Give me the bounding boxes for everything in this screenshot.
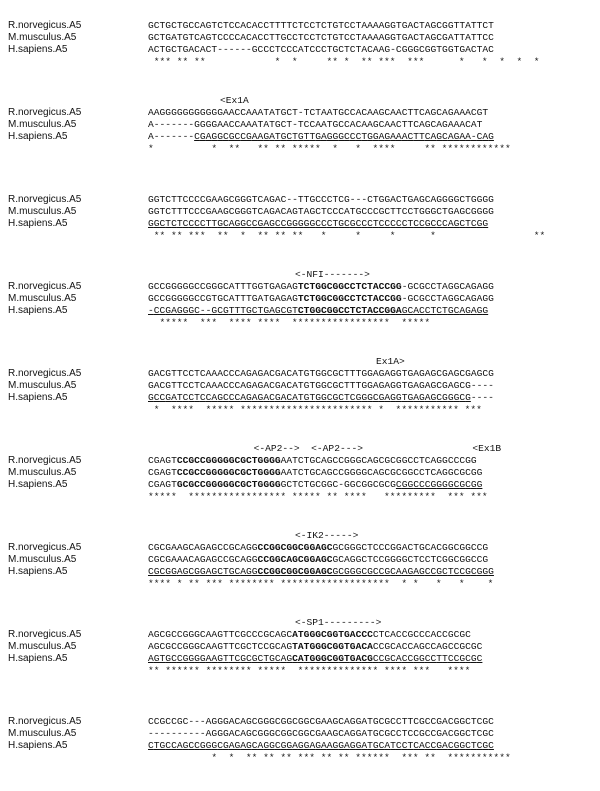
conservation-row: * **** ***** *********************** * *********** *** — [148, 404, 482, 415]
sequence-row — [8, 467, 545, 479]
feature-annotation: <-NFI-------> — [295, 269, 370, 280]
species-name: H.sapiens.A5 — [8, 566, 68, 577]
conservation-row: ***** *** **** **** ***************** ***** — [148, 317, 431, 328]
conservation-row: * * ** ** ** ***** * * **** ** ************ — [148, 143, 511, 154]
feature-annotation: <-SP1---------> — [295, 617, 382, 628]
sequence-row — [8, 380, 545, 392]
sequence-text: GCCGATCCTCCAGCCCAGAGACGACATGTGGCGCTCGGGCGAGGTGAGAGCGGGCG---- — [148, 392, 494, 403]
species-name: R.norvegicus.A5 — [8, 281, 82, 292]
sequence-text: GACGTTCCTCAAACCCAGAGACGACATGTGGCGCTTTGGAGAGGTGAGAGCGAGCG---- — [148, 380, 494, 391]
species-name: R.norvegicus.A5 — [8, 629, 82, 640]
species-name: H.sapiens.A5 — [8, 305, 68, 316]
sequence-text: A-------GGGGAACCAAATATGCT-TCCAATGCCACAAGCAACTTCAGCAGAAACAT — [148, 119, 483, 130]
sequence-row — [8, 653, 545, 665]
alignment-block — [8, 182, 545, 242]
sequence-text: A-------CGAGGCGCCGAAGATGCTGTTGAGGGCCCTGGAGAAACTTCAGCAGAA-CAG — [148, 131, 494, 142]
sequence-text: GGCTCTCCCCTTGCAGGCCGAGCCGGGGGCCCTGCGCCCTCCCCCTCCGCCCAGCTCGG — [148, 218, 489, 229]
alignment-block — [8, 443, 545, 503]
alignment-block — [8, 530, 545, 590]
sequence-text: GGTCTTTCCCGAAGCGGGTCAGACAGTAGCTCCCATGCCCGCTTCCTGGGCTGAGCGGGG — [148, 206, 494, 217]
species-name: M.musculus.A5 — [8, 119, 77, 130]
sequence-row — [8, 392, 545, 404]
sequence-row — [8, 218, 545, 230]
feature-annotation: <Ex1A — [220, 95, 249, 106]
species-name: M.musculus.A5 — [8, 641, 77, 652]
species-name: R.norvegicus.A5 — [8, 542, 82, 553]
conservation-row: ***** ***************** ***** ** **** ********* *** *** — [148, 491, 488, 502]
sequence-row — [8, 566, 545, 578]
sequence-text: GCTGATGTCAGTCCCCACACCTTGCCTCCTCTGTCCTAAAAGGTGACTAGCGATTATTCC — [148, 32, 494, 43]
conservation-row: ** ** *** ** * ** ** ** * * * * ** — [148, 230, 546, 241]
alignment-block — [8, 95, 545, 155]
feature-annotation — [8, 704, 545, 716]
sequence-row — [8, 44, 545, 56]
species-name: H.sapiens.A5 — [8, 392, 68, 403]
species-name: M.musculus.A5 — [8, 380, 77, 391]
species-name: R.norvegicus.A5 — [8, 20, 82, 31]
species-name: M.musculus.A5 — [8, 293, 77, 304]
species-name: M.musculus.A5 — [8, 32, 77, 43]
sequence-text: GGTCTTCCCCGAAGCGGGTCAGAC--TTGCCCTCG---CTGGACTGAGCAGGGGCTGGGG — [148, 194, 494, 205]
alignment-block — [8, 617, 545, 677]
species-name: R.norvegicus.A5 — [8, 455, 82, 466]
species-name: H.sapiens.A5 — [8, 740, 68, 751]
sequence-row — [8, 728, 545, 740]
sequence-text: GCTGCTGCCAGTCTCCACACCTTTTCTCCTCTGTCCTAAAAGGTGACTAGCGGTTATTCT — [148, 20, 494, 31]
sequence-text: -CCGAGGGC--GCGTTTGCTGAGCGTCTGGCGGCCTCTACCGGAGCACCTCTGCAGAGG — [148, 305, 489, 316]
sequence-text: CCGCCGC---AGGGACAGCGGGCGGCGGCGAAGCAGGATGCGCCTTCGCCGACGGCTCGC — [148, 716, 494, 727]
alignment-block — [8, 704, 545, 764]
sequence-text: CGCGAAACAGAGCCGCAGGCCGGCAGCGGAGCGCAGGCTCCGGGGCTCCTCGGCGGCCG — [148, 554, 489, 565]
species-name: H.sapiens.A5 — [8, 479, 68, 490]
sequence-row — [8, 368, 545, 380]
species-name: H.sapiens.A5 — [8, 653, 68, 664]
sequence-text: GCCGGGGGCCGTGCATTTGATGAGAGTCTGGCGGCCTCTACCGG-GCGCCTAGGCAGAGG — [148, 293, 494, 304]
sequence-row — [8, 479, 545, 491]
sequence-text: CGCGGAGCGGAGCTGCAGGCCGGCGGCGGAGCGCGGGCGCCGCAAGAGCCGCTCCGCGGG — [148, 566, 494, 577]
sequence-text: GACGTTCCTCAAACCCAGAGACGACATGTGGCGCTTTGGAGAGGTGAGAGCGAGCGAGCG — [148, 368, 494, 379]
species-name: R.norvegicus.A5 — [8, 368, 82, 379]
species-name: R.norvegicus.A5 — [8, 716, 82, 727]
sequence-text: ACTGCTGACACT------GCCCTCCCATCCCTGCTCTACAAG-CGGGCGGTGGTGACTAC — [148, 44, 494, 55]
sequence-row — [8, 554, 545, 566]
sequence-row — [8, 32, 545, 44]
sequence-row — [8, 716, 545, 728]
sequence-row — [8, 542, 545, 554]
sequence-text: ----------AGGGACAGCGGGCGGCGGCGAAGCAGGATGCGCCTCCGCCGACGGCTCGC — [148, 728, 494, 739]
sequence-row — [8, 131, 545, 143]
species-name: R.norvegicus.A5 — [8, 107, 82, 118]
species-name: M.musculus.A5 — [8, 206, 77, 217]
sequence-row — [8, 194, 545, 206]
species-name: R.norvegicus.A5 — [8, 194, 82, 205]
sequence-text: GCCGGGGGCCGGGCATTTGGTGAGAGTCTGGCGGCCTCTACCGG-GCGCCTAGGCAGAGG — [148, 281, 494, 292]
sequence-row — [8, 293, 545, 305]
conservation-row: ** ****** ******** ***** ************** **** *** **** — [148, 665, 471, 676]
alignment-block — [8, 8, 545, 68]
species-name: M.musculus.A5 — [8, 554, 77, 565]
sequence-text: AGCGCCGGGCAAGTTCGCTCCGCAGTATGGGCGGTGACACCGCACCAGCCAGCCGCGC — [148, 641, 483, 652]
alignment-block — [8, 269, 545, 329]
conservation-row: **** * ** *** ******** ******************* * * * * * — [148, 578, 494, 589]
sequence-text: CGAGTCCGCCGGGGGCGCTGGGGAATCTGCAGCCGGGCAGCGCGGCCTCAGGCCCGG — [148, 455, 477, 466]
species-name: M.musculus.A5 — [8, 728, 77, 739]
sequence-row — [8, 629, 545, 641]
feature-annotation — [8, 182, 545, 194]
feature-annotation — [8, 8, 545, 20]
sequence-text: CGAGTGCGCCGGGGGCGCTGGGGGCTCTGCGGC-GGCGGCGCGCGGCCCGGGGCGCGG — [148, 479, 483, 490]
sequence-text: CGCGAAGCAGAGCCGCAGGCCGGCGGCGGAGCGCGGGCTCCCGGACTGCACGGCGGCCG — [148, 542, 489, 553]
species-name: H.sapiens.A5 — [8, 218, 68, 229]
feature-annotation: Ex1A> — [376, 356, 405, 367]
conservation-row: *** ** ** * * ** * ** *** *** * * * * * — [148, 56, 540, 67]
sequence-row — [8, 740, 545, 752]
sequence-text: AGCGCCGGGCAAGTTCGCCCGCAGCATGGGCGGTGACCCCTCACCGCCCACCGCGC — [148, 629, 471, 640]
species-name: H.sapiens.A5 — [8, 131, 68, 142]
sequence-row — [8, 119, 545, 131]
sequence-row — [8, 641, 545, 653]
sequence-row — [8, 20, 545, 32]
sequence-row — [8, 281, 545, 293]
species-name: M.musculus.A5 — [8, 467, 77, 478]
sequence-row — [8, 455, 545, 467]
sequence-row — [8, 305, 545, 317]
sequence-text: CGAGTCCGCCGGGGGCGCTGGGGAATCTGCAGCCGGGGCAGCGCGGCCTCAGGCGCGG — [148, 467, 483, 478]
conservation-row: * * ** ** ** *** ** ** ****** *** ** *********** — [148, 752, 511, 763]
feature-annotation: <-AP2--> <-AP2---> <Ex1B — [253, 443, 502, 454]
sequence-alignment — [8, 8, 545, 791]
species-name: H.sapiens.A5 — [8, 44, 68, 55]
sequence-text: AAGGGGGGGGGGGAACCAAATATGCT-TCTAATGCCACAAGCAACTTCAGCAGAAACGT — [148, 107, 489, 118]
sequence-row — [8, 206, 545, 218]
alignment-block — [8, 356, 545, 416]
feature-annotation: <-IK2-----> — [295, 530, 359, 541]
sequence-text: AGTGCCGGGGAAGTTCGCGCTGCAGCATGGGCGGTGACGCCGCACCGGCCTTCCGCGC — [148, 653, 483, 664]
sequence-text: CTGCCAGCCGGGCGAGAGCAGGCGGAGGAGAAGGAGGATGCATCCTCACCGACGGCTCGC — [148, 740, 494, 751]
sequence-row — [8, 107, 545, 119]
